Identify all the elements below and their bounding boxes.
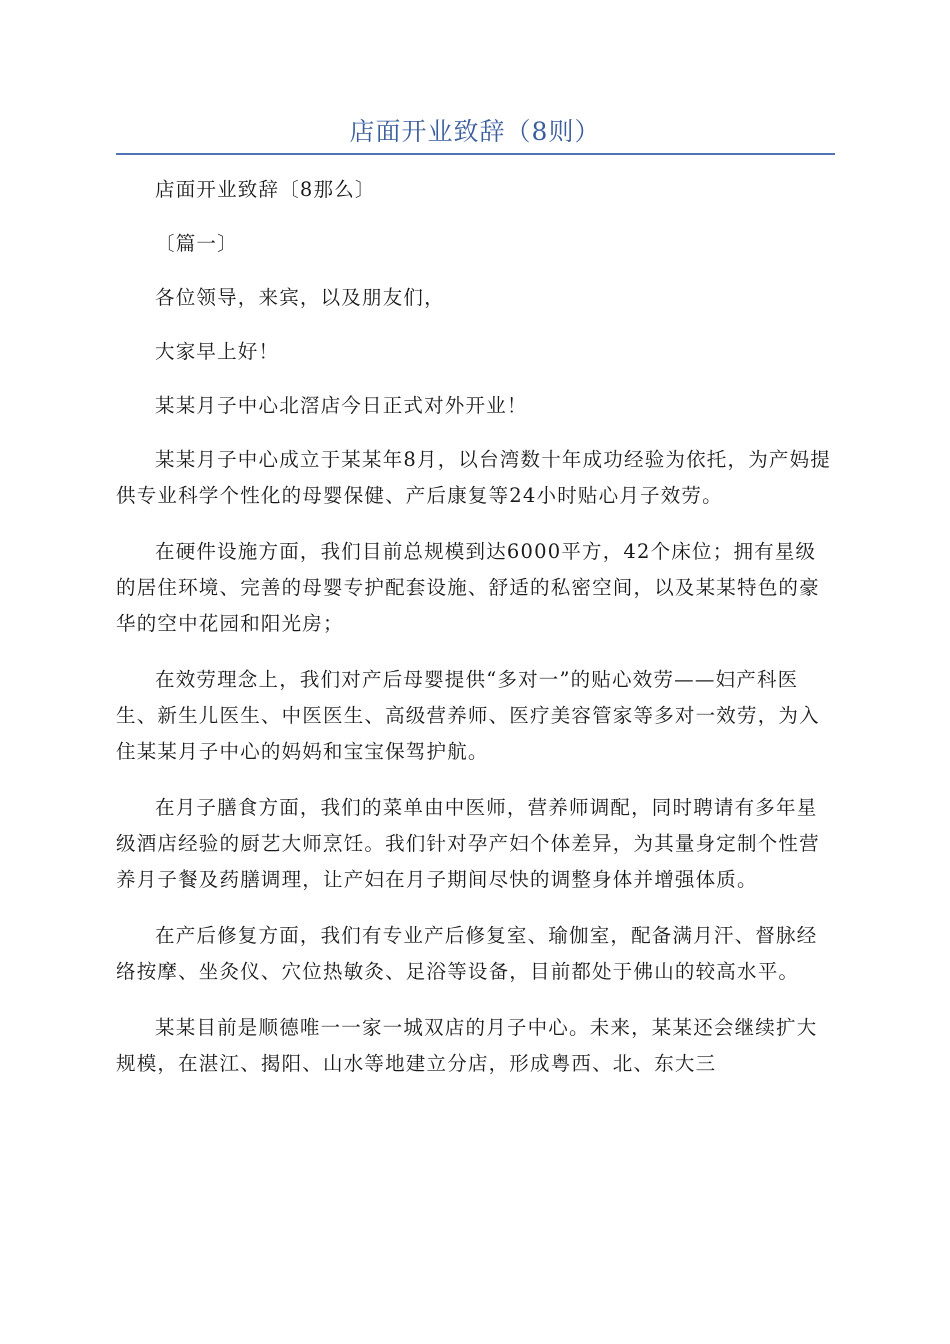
paragraph-introduction: 某某月子中心成立于某某年8月，以台湾数十年成功经验为依托，为产妈提供专业科学个性化的母婴保健、产后康复等24小时贴心月子效劳。 (116, 448, 832, 507)
paragraph-future: 某某目前是顺德唯一一家一城双店的月子中心。未来，某某还会继续扩大规模，在湛江、揭阳、山水等地建立分店，形成粤西、北、东大三 (116, 1016, 818, 1075)
document-title: 店面开业致辞（8则） (349, 117, 601, 146)
paragraph-service-philosophy: 在效劳理念上，我们对产后母婴提供“多对一”的贴心效劳——妇产科医生、新生儿医生、中医医生、高级营养师、医疗美容管家等多对一效劳，为入住某某月子中心的妈妈和宝宝保驾护航。 (116, 668, 820, 763)
paragraph-recovery: 在产后修复方面，我们有专业产后修复室、瑜伽室，配备满月汗、督脉经络按摩、坐灸仪、穴位热敏灸、足浴等设备，目前都处于佛山的较高水平。 (116, 924, 818, 983)
paragraph-facilities: 在硬件设施方面，我们目前总规模到达6000平方，42个床位；拥有星级的居住环境、完善的母婴专护配套设施、舒适的私密空间，以及某某特色的豪华的空中花园和阳光房； (116, 540, 820, 635)
paragraph-announcement: 某某月子中心北滘店今日正式对外开业！ (155, 394, 528, 417)
paragraph-subtitle: 店面开业致辞〔8那么〕 (155, 178, 376, 201)
document-body (116, 172, 834, 1102)
paragraph-salutation: 各位领导，来宾，以及朋友们， (155, 286, 445, 309)
paragraph-meals: 在月子膳食方面，我们的菜单由中医师，营养师调配，同时聘请有多年星级酒店经验的厨艺大师烹饪。我们针对孕产妇个体差异，为其量身定制个性营养月子餐及药膳调理，让产妇在月子期间尽快的调整身体并增强体质。 (116, 796, 820, 891)
paragraph-greeting: 大家早上好！ (155, 340, 280, 363)
paragraph-section-label: 〔篇一〕 (155, 232, 238, 255)
title-underline (116, 153, 835, 155)
